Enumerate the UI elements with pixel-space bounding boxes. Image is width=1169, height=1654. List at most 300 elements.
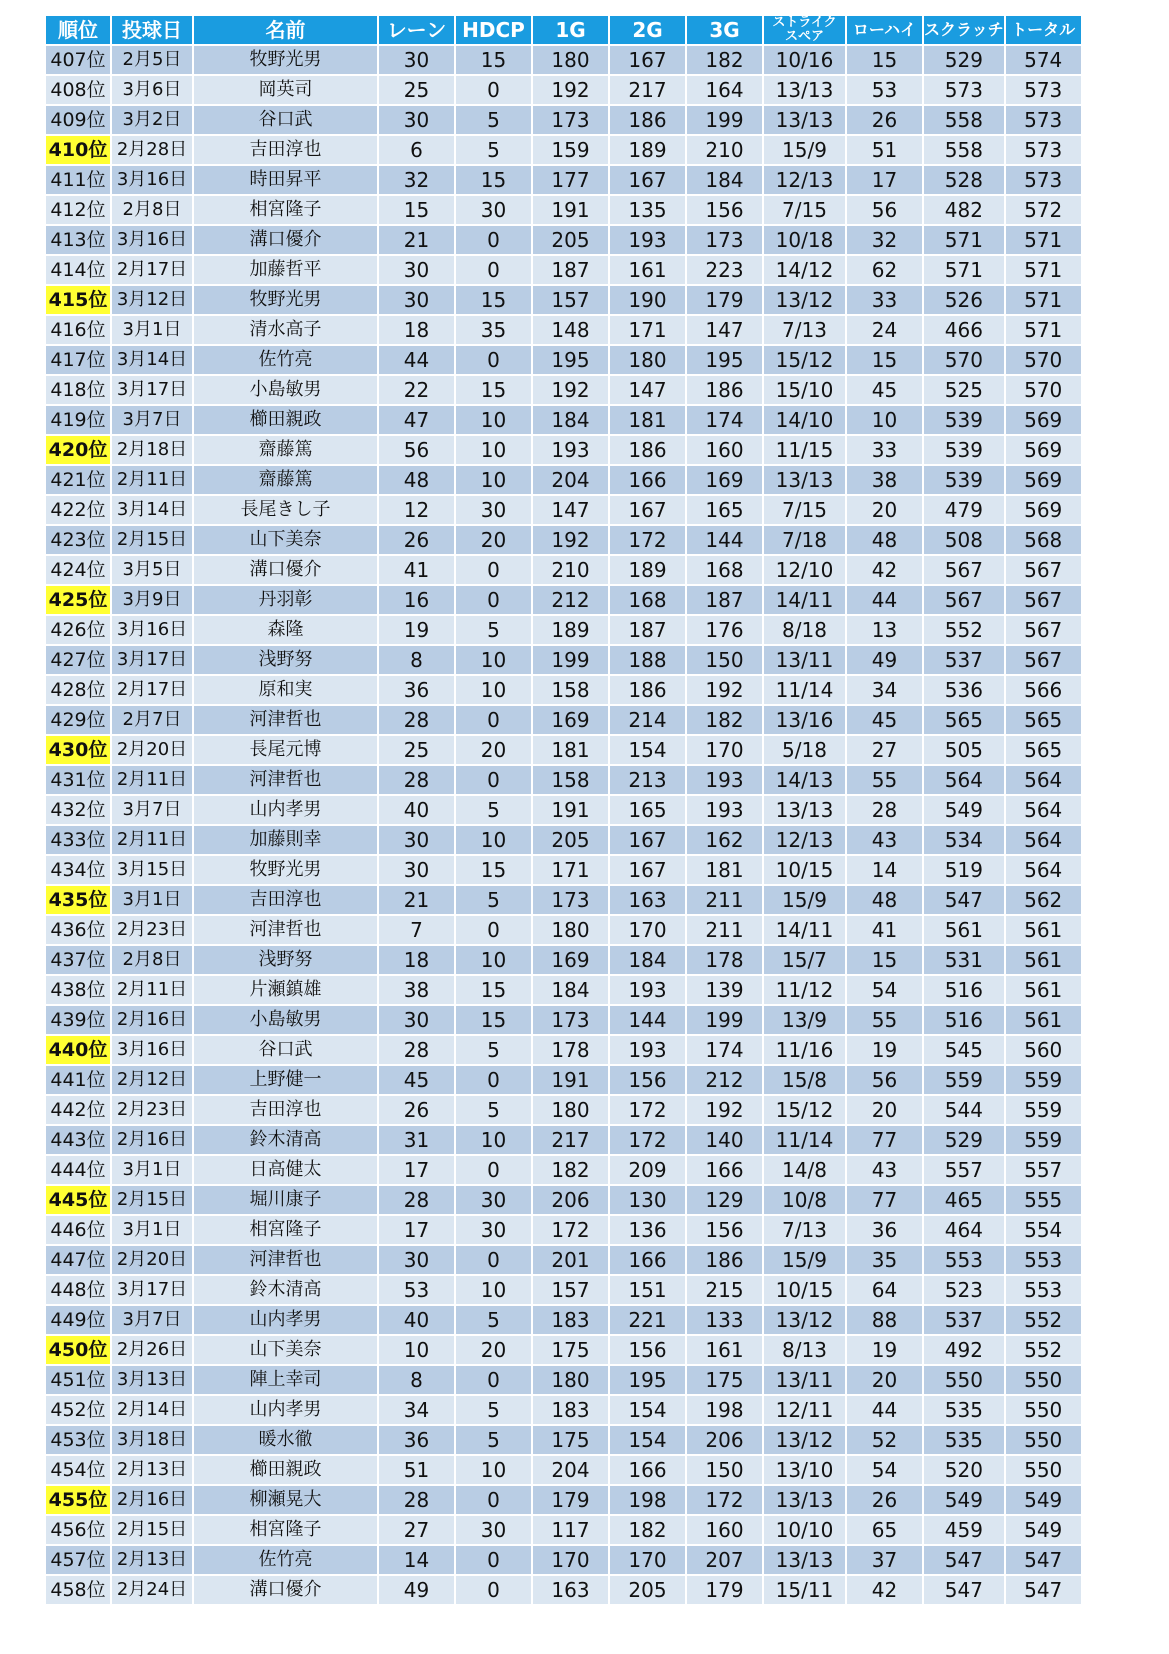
scratch-cell: 537 [924,646,1004,674]
rank-cell: 444位 [46,1156,110,1184]
low-high-cell: 44 [847,1396,922,1424]
game3-cell: 211 [687,916,762,944]
total-cell: 559 [1006,1066,1081,1094]
game3-cell: 192 [687,1096,762,1124]
strike-spare-cell: 7/13 [764,316,845,344]
game3-cell: 215 [687,1276,762,1304]
total-cell: 564 [1006,796,1081,824]
lane-cell: 25 [379,76,454,104]
rank-cell: 451位 [46,1366,110,1394]
game3-cell: 212 [687,1066,762,1094]
lane-cell: 10 [379,1336,454,1364]
total-cell: 555 [1006,1186,1081,1214]
rank-cell: 434位 [46,856,110,884]
strike-spare-cell: 15/10 [764,376,845,404]
rank-cell: 455位 [46,1486,110,1514]
game2-cell: 193 [610,226,685,254]
scratch-cell: 549 [924,796,1004,824]
name-cell: 佐竹亮 [194,346,377,374]
game1-cell: 157 [533,1276,608,1304]
low-high-cell: 24 [847,316,922,344]
strike-spare-cell: 13/11 [764,1366,845,1394]
total-cell: 567 [1006,586,1081,614]
total-cell: 564 [1006,826,1081,854]
lane-cell: 28 [379,706,454,734]
strike-spare-cell: 12/13 [764,826,845,854]
table-row [46,946,1081,974]
total-cell: 564 [1006,856,1081,884]
scratch-cell: 573 [924,76,1004,104]
date-cell: 2月18日 [112,436,192,464]
date-cell: 2月20日 [112,736,192,764]
strike-spare-cell: 12/13 [764,166,845,194]
header-game1: 1G [533,16,608,44]
lane-cell: 28 [379,1036,454,1064]
strike-spare-cell: 11/14 [764,1126,845,1154]
lane-cell: 36 [379,676,454,704]
low-high-cell: 42 [847,1576,922,1604]
lane-cell: 28 [379,1486,454,1514]
total-cell: 571 [1006,316,1081,344]
game3-cell: 162 [687,826,762,854]
header-rank: 順位 [46,16,110,44]
lane-cell: 30 [379,256,454,284]
date-cell: 2月24日 [112,1576,192,1604]
game1-cell: 169 [533,706,608,734]
name-cell: 河津哲也 [194,706,377,734]
name-cell: 谷口武 [194,106,377,134]
rank-cell: 433位 [46,826,110,854]
strike-spare-cell: 15/9 [764,1246,845,1274]
game3-cell: 193 [687,796,762,824]
game3-cell: 182 [687,706,762,734]
rank-cell: 419位 [46,406,110,434]
table-row [46,916,1081,944]
game1-cell: 210 [533,556,608,584]
low-high-cell: 51 [847,136,922,164]
name-cell: 河津哲也 [194,766,377,794]
game3-cell: 150 [687,1456,762,1484]
hdcp-cell: 20 [456,736,531,764]
table-row [46,136,1081,164]
low-high-cell: 13 [847,616,922,644]
hdcp-cell: 5 [456,136,531,164]
table-row [46,1456,1081,1484]
total-cell: 554 [1006,1216,1081,1244]
game1-cell: 173 [533,886,608,914]
total-cell: 565 [1006,736,1081,764]
lane-cell: 49 [379,1576,454,1604]
name-cell: 齋藤篤 [194,466,377,494]
total-cell: 570 [1006,376,1081,404]
date-cell: 2月17日 [112,676,192,704]
header-game2: 2G [610,16,685,44]
name-cell: 山内孝男 [194,1396,377,1424]
table-row [46,376,1081,404]
hdcp-cell: 0 [456,916,531,944]
game2-cell: 156 [610,1336,685,1364]
hdcp-cell: 30 [456,1516,531,1544]
name-cell: 相宮隆子 [194,196,377,224]
game1-cell: 177 [533,166,608,194]
hdcp-cell: 0 [456,1366,531,1394]
game2-cell: 130 [610,1186,685,1214]
name-cell: 陣上幸司 [194,1366,377,1394]
name-cell: 日高健太 [194,1156,377,1184]
game1-cell: 205 [533,226,608,254]
date-cell: 2月11日 [112,976,192,1004]
date-cell: 2月5日 [112,46,192,74]
name-cell: 溝口優介 [194,556,377,584]
date-cell: 3月16日 [112,226,192,254]
game3-cell: 198 [687,1396,762,1424]
scratch-cell: 523 [924,1276,1004,1304]
game1-cell: 195 [533,346,608,374]
game1-cell: 147 [533,496,608,524]
table-row [46,406,1081,434]
table-row [46,196,1081,224]
table-row [46,1186,1081,1214]
table-row [46,436,1081,464]
strike-spare-cell: 10/18 [764,226,845,254]
scratch-cell: 558 [924,136,1004,164]
hdcp-cell: 15 [456,46,531,74]
strike-spare-cell: 14/11 [764,586,845,614]
date-cell: 3月17日 [112,1276,192,1304]
date-cell: 2月15日 [112,1186,192,1214]
hdcp-cell: 0 [456,76,531,104]
name-cell: 河津哲也 [194,1246,377,1274]
date-cell: 3月15日 [112,856,192,884]
rank-cell: 442位 [46,1096,110,1124]
scratch-cell: 479 [924,496,1004,524]
game3-cell: 168 [687,556,762,584]
low-high-cell: 65 [847,1516,922,1544]
total-cell: 573 [1006,136,1081,164]
low-high-cell: 55 [847,766,922,794]
name-cell: 堀川康子 [194,1186,377,1214]
strike-spare-cell: 13/11 [764,646,845,674]
game2-cell: 168 [610,586,685,614]
date-cell: 2月15日 [112,526,192,554]
rank-cell: 428位 [46,676,110,704]
hdcp-cell: 0 [456,1156,531,1184]
low-high-cell: 55 [847,1006,922,1034]
table-row [46,676,1081,704]
lane-cell: 26 [379,526,454,554]
total-cell: 567 [1006,616,1081,644]
game2-cell: 190 [610,286,685,314]
game1-cell: 201 [533,1246,608,1274]
table-row [46,1576,1081,1604]
table-row [46,1396,1081,1424]
scratch-cell: 571 [924,226,1004,254]
game1-cell: 180 [533,916,608,944]
rank-cell: 413位 [46,226,110,254]
date-cell: 2月14日 [112,1396,192,1424]
hdcp-cell: 15 [456,376,531,404]
game1-cell: 163 [533,1576,608,1604]
game3-cell: 164 [687,76,762,104]
date-cell: 2月23日 [112,916,192,944]
scratch-cell: 553 [924,1246,1004,1274]
game3-cell: 140 [687,1126,762,1154]
game2-cell: 205 [610,1576,685,1604]
scratch-cell: 547 [924,1546,1004,1574]
total-cell: 550 [1006,1366,1081,1394]
game1-cell: 183 [533,1306,608,1334]
date-cell: 2月8日 [112,196,192,224]
scratch-cell: 557 [924,1156,1004,1184]
date-cell: 3月17日 [112,376,192,404]
hdcp-cell: 5 [456,1096,531,1124]
strike-spare-cell: 14/8 [764,1156,845,1184]
table-row [46,1216,1081,1244]
table-row [46,1426,1081,1454]
rank-cell: 429位 [46,706,110,734]
game2-cell: 167 [610,166,685,194]
game3-cell: 186 [687,376,762,404]
scratch-cell: 505 [924,736,1004,764]
header-name: 名前 [194,16,377,44]
name-cell: 佐竹亮 [194,1546,377,1574]
name-cell: 鈴木清高 [194,1276,377,1304]
strike-spare-cell: 14/12 [764,256,845,284]
total-cell: 569 [1006,406,1081,434]
scratch-cell: 564 [924,766,1004,794]
table-row [46,1516,1081,1544]
rank-cell: 412位 [46,196,110,224]
hdcp-cell: 10 [456,826,531,854]
lane-cell: 32 [379,166,454,194]
total-cell: 572 [1006,196,1081,224]
lane-cell: 56 [379,436,454,464]
game2-cell: 221 [610,1306,685,1334]
strike-spare-cell: 15/11 [764,1576,845,1604]
date-cell: 2月11日 [112,466,192,494]
lane-cell: 30 [379,1006,454,1034]
date-cell: 3月16日 [112,616,192,644]
name-cell: 小島敏男 [194,1006,377,1034]
hdcp-cell: 0 [456,1066,531,1094]
date-cell: 3月13日 [112,1366,192,1394]
game2-cell: 189 [610,136,685,164]
game1-cell: 187 [533,256,608,284]
game2-cell: 180 [610,346,685,374]
game3-cell: 169 [687,466,762,494]
hdcp-cell: 0 [456,766,531,794]
strike-spare-cell: 15/8 [764,1066,845,1094]
total-cell: 552 [1006,1306,1081,1334]
hdcp-cell: 5 [456,1036,531,1064]
date-cell: 3月7日 [112,406,192,434]
table-row [46,1276,1081,1304]
rank-cell: 438位 [46,976,110,1004]
low-high-cell: 45 [847,706,922,734]
rank-cell: 417位 [46,346,110,374]
rank-cell: 407位 [46,46,110,74]
scratch-cell: 559 [924,1066,1004,1094]
lane-cell: 6 [379,136,454,164]
table-row [46,826,1081,854]
total-cell: 571 [1006,286,1081,314]
game2-cell: 165 [610,796,685,824]
rank-cell: 449位 [46,1306,110,1334]
header-total: トータル [1006,16,1081,44]
low-high-cell: 48 [847,526,922,554]
game2-cell: 136 [610,1216,685,1244]
scratch-cell: 529 [924,1126,1004,1154]
hdcp-cell: 0 [456,1576,531,1604]
hdcp-cell: 5 [456,106,531,134]
rank-cell: 422位 [46,496,110,524]
game2-cell: 214 [610,706,685,734]
game3-cell: 170 [687,736,762,764]
rank-cell: 425位 [46,586,110,614]
lane-cell: 22 [379,376,454,404]
rank-cell: 431位 [46,766,110,794]
scratch-cell: 565 [924,706,1004,734]
hdcp-cell: 5 [456,1306,531,1334]
game2-cell: 181 [610,406,685,434]
game3-cell: 175 [687,1366,762,1394]
header-date: 投球日 [112,16,192,44]
total-cell: 571 [1006,226,1081,254]
hdcp-cell: 5 [456,1396,531,1424]
strike-spare-cell: 13/12 [764,1306,845,1334]
lane-cell: 17 [379,1156,454,1184]
hdcp-cell: 5 [456,1426,531,1454]
table-row [46,1306,1081,1334]
game2-cell: 186 [610,436,685,464]
lane-cell: 40 [379,796,454,824]
total-cell: 547 [1006,1546,1081,1574]
scratch-cell: 545 [924,1036,1004,1064]
lane-cell: 16 [379,586,454,614]
total-cell: 564 [1006,766,1081,794]
game2-cell: 156 [610,1066,685,1094]
table-row [46,1246,1081,1274]
hdcp-cell: 15 [456,976,531,1004]
hdcp-cell: 15 [456,286,531,314]
game2-cell: 172 [610,526,685,554]
hdcp-cell: 5 [456,886,531,914]
scratch-cell: 558 [924,106,1004,134]
scratch-cell: 528 [924,166,1004,194]
name-cell: 原和実 [194,676,377,704]
date-cell: 2月16日 [112,1006,192,1034]
total-cell: 559 [1006,1126,1081,1154]
total-cell: 562 [1006,886,1081,914]
scratch-cell: 539 [924,466,1004,494]
name-cell: 相宮隆子 [194,1516,377,1544]
rank-cell: 453位 [46,1426,110,1454]
game1-cell: 191 [533,1066,608,1094]
low-high-cell: 48 [847,886,922,914]
lane-cell: 47 [379,406,454,434]
low-high-cell: 77 [847,1126,922,1154]
low-high-cell: 49 [847,646,922,674]
name-cell: 時田昇平 [194,166,377,194]
strike-spare-cell: 11/14 [764,676,845,704]
lane-cell: 8 [379,1366,454,1394]
table-row [46,46,1081,74]
game3-cell: 129 [687,1186,762,1214]
game3-cell: 174 [687,1036,762,1064]
scratch-cell: 544 [924,1096,1004,1124]
rank-cell: 427位 [46,646,110,674]
table-row [46,706,1081,734]
total-cell: 547 [1006,1576,1081,1604]
strike-spare-cell: 7/15 [764,496,845,524]
lane-cell: 17 [379,1216,454,1244]
game2-cell: 198 [610,1486,685,1514]
low-high-cell: 27 [847,736,922,764]
scratch-cell: 571 [924,256,1004,284]
lane-cell: 38 [379,976,454,1004]
lane-cell: 18 [379,316,454,344]
game1-cell: 204 [533,1456,608,1484]
game2-cell: 151 [610,1276,685,1304]
hdcp-cell: 35 [456,316,531,344]
total-cell: 573 [1006,76,1081,104]
game2-cell: 209 [610,1156,685,1184]
header-row [46,16,1081,44]
low-high-cell: 14 [847,856,922,884]
name-cell: 山内孝男 [194,1306,377,1334]
name-cell: 吉田淳也 [194,1096,377,1124]
lane-cell: 28 [379,766,454,794]
game3-cell: 192 [687,676,762,704]
lane-cell: 30 [379,856,454,884]
rank-cell: 448位 [46,1276,110,1304]
low-high-cell: 54 [847,1456,922,1484]
total-cell: 569 [1006,436,1081,464]
rank-cell: 437位 [46,946,110,974]
name-cell: 櫛田親政 [194,406,377,434]
game1-cell: 170 [533,1546,608,1574]
low-high-cell: 19 [847,1336,922,1364]
date-cell: 2月17日 [112,256,192,284]
strike-spare-cell: 5/18 [764,736,845,764]
low-high-cell: 35 [847,1246,922,1274]
strike-spare-cell: 11/16 [764,1036,845,1064]
total-cell: 570 [1006,346,1081,374]
game2-cell: 154 [610,1396,685,1424]
low-high-cell: 34 [847,676,922,704]
hdcp-cell: 10 [456,676,531,704]
rank-cell: 443位 [46,1126,110,1154]
strike-spare-cell: 14/11 [764,916,845,944]
name-cell: 長尾きし子 [194,496,377,524]
low-high-cell: 77 [847,1186,922,1214]
low-high-cell: 53 [847,76,922,104]
total-cell: 573 [1006,106,1081,134]
header-hdcp: HDCP [456,16,531,44]
total-cell: 559 [1006,1096,1081,1124]
scratch-cell: 539 [924,436,1004,464]
strike-spare-cell: 15/12 [764,1096,845,1124]
lane-cell: 41 [379,556,454,584]
game3-cell: 193 [687,766,762,794]
low-high-cell: 19 [847,1036,922,1064]
rank-cell: 418位 [46,376,110,404]
header-lane: レーン [379,16,454,44]
game2-cell: 184 [610,946,685,974]
name-cell: 長尾元博 [194,736,377,764]
lane-cell: 27 [379,1516,454,1544]
table-row [46,736,1081,764]
